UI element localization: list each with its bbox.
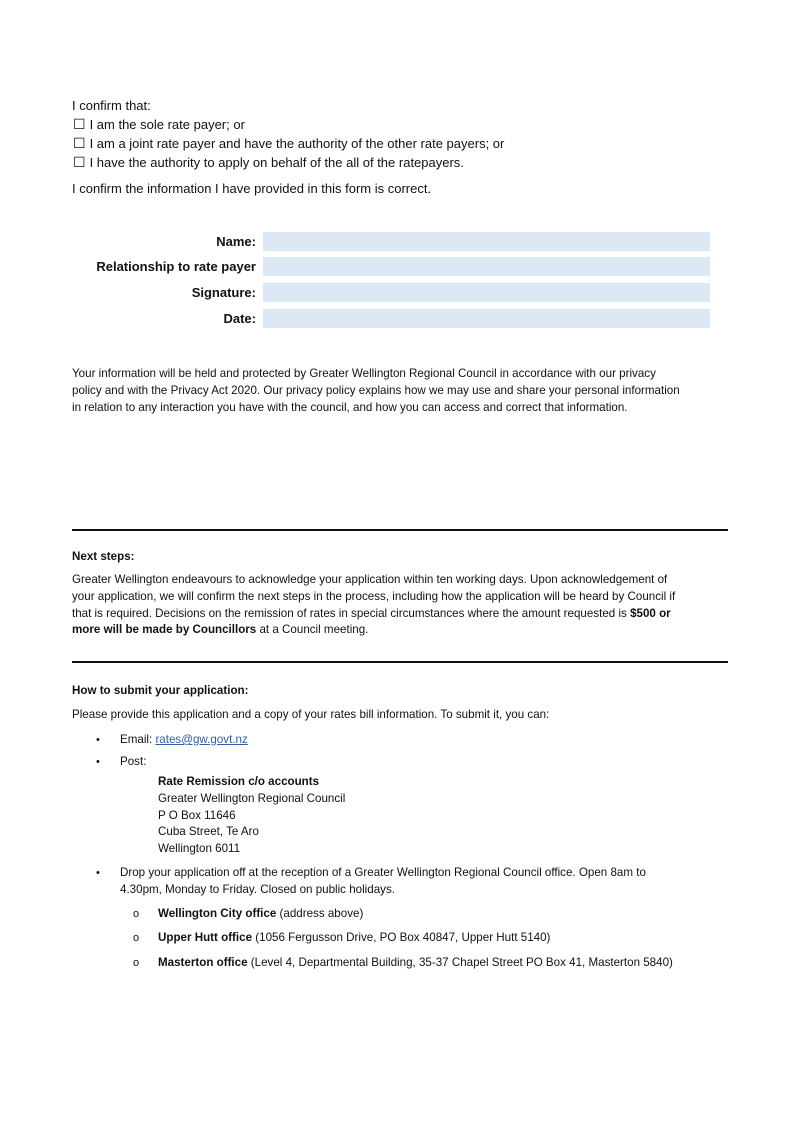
relationship-label: Relationship to rate payer bbox=[96, 259, 256, 274]
signature-label: Signature: bbox=[191, 285, 256, 300]
address-line: Greater Wellington Regional Council bbox=[158, 791, 346, 805]
checkbox-icon[interactable]: ☐ bbox=[73, 116, 86, 132]
privacy-line: Your information will be held and protected by Greater Wellington Regional Council in accordance with our privacy bbox=[72, 367, 656, 380]
checkbox-icon[interactable]: ☐ bbox=[73, 154, 86, 170]
name-field[interactable] bbox=[263, 232, 710, 251]
bullet-icon: • bbox=[96, 734, 100, 746]
sub-bullet-icon: o bbox=[133, 957, 140, 969]
date-label: Date: bbox=[223, 311, 256, 326]
checkbox-label: I am the sole rate payer; or bbox=[89, 117, 245, 132]
address-line: Rate Remission c/o accounts bbox=[158, 775, 320, 788]
bullet-icon: • bbox=[96, 756, 100, 768]
email-label: Email: bbox=[120, 733, 156, 746]
address-line: Cuba Street, Te Aro bbox=[158, 825, 259, 839]
dropoff-item: Drop your application off at the reception of a Greater Wellington Regional Council office. Open 8am to 4.30pm, Monday to Friday. Closed on public holidays. bbox=[120, 866, 646, 896]
post-label: Post: bbox=[120, 755, 147, 768]
submit-intro: Please provide this application and a copy of your rates bill information. To submit it, you can: bbox=[72, 708, 550, 721]
office-item: Masterton office (Level 4, Departmental Building, 35-37 Chapel Street PO Box 41, Masterton 5840) bbox=[158, 956, 673, 969]
checkbox-authority[interactable] bbox=[73, 154, 464, 171]
bullet-icon: • bbox=[96, 867, 100, 879]
next-steps-line: Greater Wellington endeavours to acknowledge your application within ten working days. Upon acknowledgement of bbox=[72, 573, 668, 586]
next-steps-body bbox=[72, 572, 675, 639]
relationship-field[interactable] bbox=[263, 257, 710, 276]
next-steps-line: that is required. Decisions on the remission of rates in special circumstances where the amount requested is $500 or bbox=[72, 606, 671, 620]
checkbox-label: I am a joint rate payer and have the authority of the other rate payers; or bbox=[89, 136, 505, 151]
checkbox-icon[interactable]: ☐ bbox=[73, 135, 86, 151]
section-divider bbox=[72, 661, 728, 663]
confirm-statement: I confirm the information I have provided in this form is correct. bbox=[72, 181, 432, 196]
checkbox-sole-rate-payer[interactable] bbox=[73, 116, 245, 133]
privacy-line: policy and with the Privacy Act 2020. Our privacy policy explains how we may use and share your personal information bbox=[72, 383, 680, 397]
sub-bullet-icon: o bbox=[133, 932, 140, 944]
section-divider bbox=[72, 529, 728, 531]
office-item: Upper Hutt office (1056 Fergusson Drive, PO Box 40847, Upper Hutt 5140) bbox=[158, 931, 551, 944]
date-field[interactable] bbox=[263, 309, 710, 328]
address-line: Wellington 6011 bbox=[158, 842, 241, 856]
next-steps-heading: Next steps: bbox=[72, 550, 135, 563]
next-steps-line: your application, we will confirm the next steps in the process, including how the application will be heard by Council if bbox=[72, 589, 676, 603]
signature-field[interactable] bbox=[263, 283, 710, 302]
submit-heading: How to submit your application: bbox=[72, 684, 249, 697]
checkbox-label: I have the authority to apply on behalf of the all of the ratepayers. bbox=[89, 155, 464, 170]
privacy-line: in relation to any interaction you have with the council, and how you can access and correct that information. bbox=[72, 400, 628, 414]
next-steps-line: more will be made by Councillors at a Council meeting. bbox=[72, 623, 369, 637]
address-line: P O Box 11646 bbox=[158, 808, 236, 822]
email-link[interactable]: rates@gw.govt.nz bbox=[155, 733, 248, 746]
postal-address bbox=[158, 774, 345, 858]
office-item: Wellington City office (address above) bbox=[158, 907, 364, 920]
confirm-intro: I confirm that: bbox=[72, 98, 151, 113]
sub-bullet-icon: o bbox=[133, 908, 140, 920]
privacy-notice bbox=[72, 366, 680, 416]
name-label: Name: bbox=[216, 234, 256, 249]
email-item bbox=[120, 732, 248, 749]
checkbox-joint-rate-payer[interactable] bbox=[73, 135, 504, 152]
